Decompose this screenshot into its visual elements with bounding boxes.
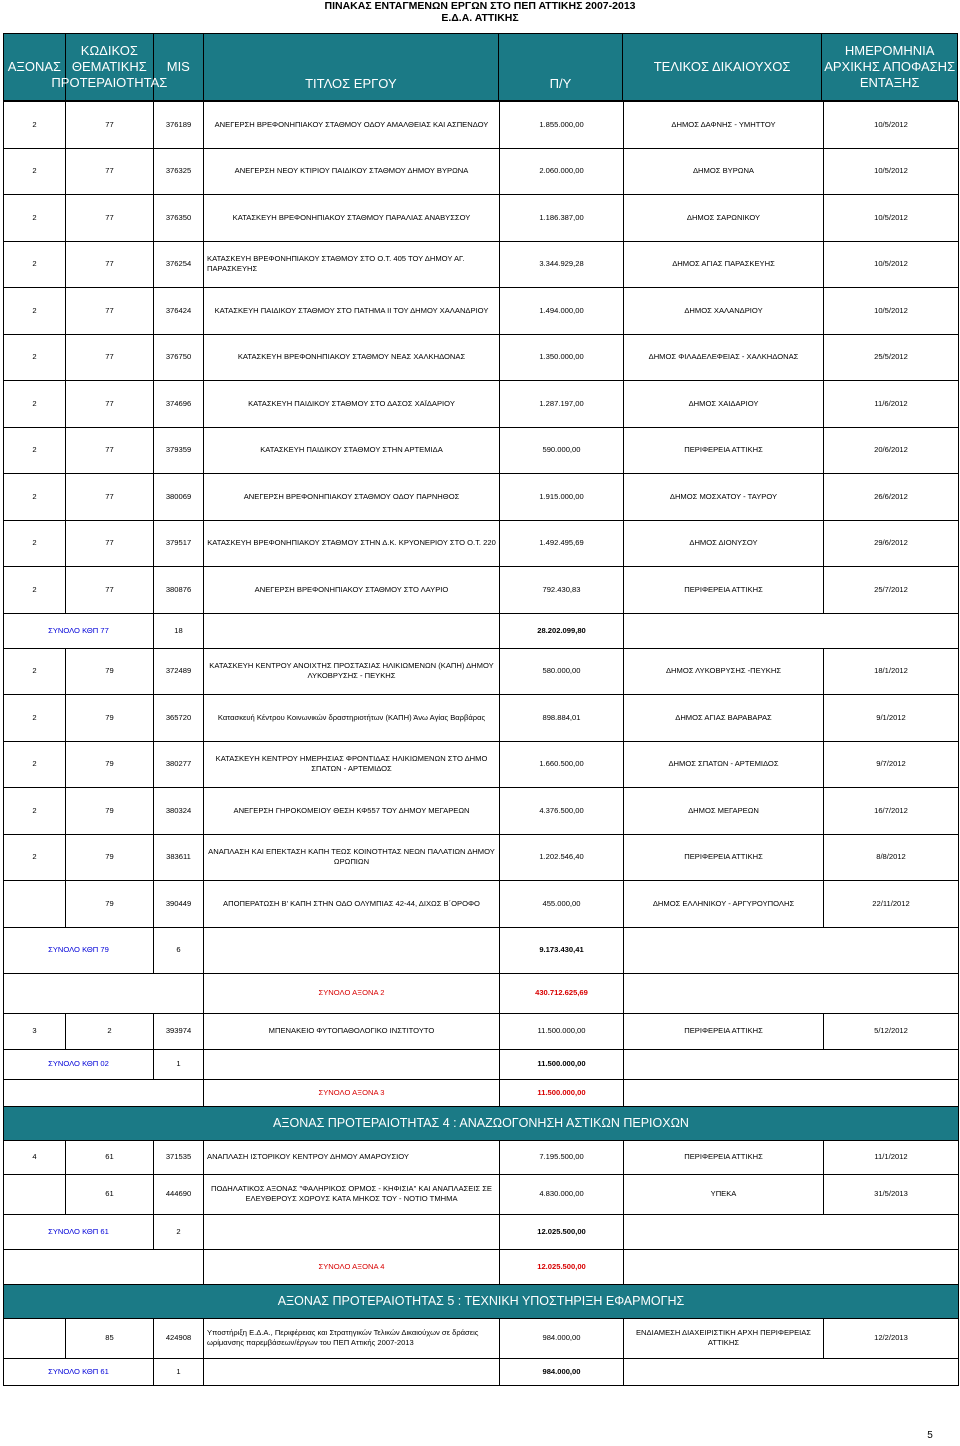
subtotal-count: 1 bbox=[154, 1049, 204, 1079]
table-row bbox=[4, 1013, 959, 1049]
cell-title: ΚΑΤΑΣΚΕΥΗ ΒΡΕΦΟΝΗΠΙΑΚΟΥ ΣΤΑΘΜΟΥ ΣΤΟ Ο.Τ. 405 ΤΟΥ ΔΗΜΟΥ ΑΓ. ΠΑΡΑΣΚΕΥΗΣ bbox=[204, 241, 500, 288]
kthp-subtotal-row bbox=[4, 927, 959, 973]
cell-title: ΑΝΕΓΕΡΣΗ ΒΡΕΦΟΝΗΠΙΑΚΟΥ ΣΤΑΘΜΟΥ ΟΔΟΥ ΑΜΑΛΘΕΙΑΣ ΚΑΙ ΑΣΠΕΝΔΟΥ bbox=[204, 102, 500, 149]
table-row bbox=[4, 695, 959, 742]
subtotal-amount: 28.202.099,80 bbox=[500, 613, 624, 648]
subtotal-label: ΣΥΝΟΛΟ ΚΘΠ 79 bbox=[4, 927, 154, 973]
table-row bbox=[4, 148, 959, 195]
cell-code: 77 bbox=[66, 520, 154, 567]
cell-title: ΑΝΕΓΕΡΣΗ ΓΗΡΟΚΟΜΕΙΟΥ ΘΕΣΗ ΚΦ557 ΤΟΥ ΔΗΜΟΥ ΜΕΓΑΡΕΩΝ bbox=[204, 788, 500, 835]
cell-axis: 2 bbox=[4, 427, 66, 474]
cell-mis: 390449 bbox=[154, 881, 204, 928]
table-row bbox=[4, 1174, 959, 1214]
total-spacer bbox=[4, 973, 204, 1013]
cell-axis: 2 bbox=[4, 788, 66, 835]
kthp-subtotal-row bbox=[4, 1358, 959, 1385]
cell-beneficiary: ΔΗΜΟΣ ΣΠΑΤΩΝ - ΑΡΤΕΜΙΔΟΣ bbox=[624, 741, 824, 788]
cell-date: 29/6/2012 bbox=[824, 520, 959, 567]
cell-beneficiary: ΔΗΜΟΣ ΑΓΙΑΣ ΠΑΡΑΣΚΕΥΗΣ bbox=[624, 241, 824, 288]
cell-date: 11/6/2012 bbox=[824, 381, 959, 428]
cell-code: 77 bbox=[66, 567, 154, 614]
header-beneficiary: ΤΕΛΙΚΟΣ ΔΙΚΑΙΟΥΧΟΣ bbox=[623, 34, 823, 100]
cell-code: 77 bbox=[66, 474, 154, 521]
cell-axis bbox=[4, 1318, 66, 1358]
cell-beneficiary: ΠΕΡΙΦΕΡΕΙΑ ΑΤΤΙΚΗΣ bbox=[624, 1140, 824, 1174]
cell-beneficiary: ΠΕΡΙΦΕΡΕΙΑ ΑΤΤΙΚΗΣ bbox=[624, 834, 824, 881]
cell-budget: 792.430,83 bbox=[500, 567, 624, 614]
cell-beneficiary: ΕΝΔΙΑΜΕΣΗ ΔΙΑΧΕΙΡΙΣΤΙΚΗ ΑΡΧΗ ΠΕΡΙΦΕΡΕΙΑΣ ΑΤΤΙΚΗΣ bbox=[624, 1318, 824, 1358]
table-row bbox=[4, 1318, 959, 1358]
cell-budget: 1.202.546,40 bbox=[500, 834, 624, 881]
cell-beneficiary: ΔΗΜΟΣ ΧΑΛΑΝΔΡΙΟΥ bbox=[624, 288, 824, 335]
cell-title: ΚΑΤΑΣΚΕΥΗ ΠΑΙΔΙΚΟΥ ΣΤΑΘΜΟΥ ΣΤΗΝ ΑΡΤΕΜΙΔΑ bbox=[204, 427, 500, 474]
subtotal-amount: 9.173.430,41 bbox=[500, 927, 624, 973]
cell-axis: 2 bbox=[4, 741, 66, 788]
cell-axis: 2 bbox=[4, 288, 66, 335]
cell-mis: 424908 bbox=[154, 1318, 204, 1358]
cell-date: 11/1/2012 bbox=[824, 1140, 959, 1174]
subtotal-label: ΣΥΝΟΛΟ ΚΘΠ 77 bbox=[4, 613, 154, 648]
cell-mis: 380876 bbox=[154, 567, 204, 614]
kthp-subtotal-row bbox=[4, 613, 959, 648]
cell-mis: 376189 bbox=[154, 102, 204, 149]
subtotal-spacer bbox=[204, 1214, 500, 1249]
subtotal-spacer bbox=[204, 613, 500, 648]
header-budget: Π/Υ bbox=[499, 34, 623, 100]
cell-title: ΚΑΤΑΣΚΕΥΗ ΚΕΝΤΡΟΥ ΗΜΕΡΗΣΙΑΣ ΦΡΟΝΤΙΔΑΣ ΗΛΙΚΙΩΜΕΝΩΝ ΣΤΟ ΔΗΜΟ ΣΠΑΤΩΝ - ΑΡΤΕΜΙΔΟΣ bbox=[204, 741, 500, 788]
projects-table bbox=[3, 101, 959, 1386]
table-row bbox=[4, 474, 959, 521]
subtotal-amount: 12.025.500,00 bbox=[500, 1214, 624, 1249]
cell-axis: 2 bbox=[4, 195, 66, 242]
axis-total-row bbox=[4, 1079, 959, 1106]
cell-axis: 4 bbox=[4, 1140, 66, 1174]
axis-total-amount: 430.712.625,69 bbox=[500, 973, 624, 1013]
cell-code: 61 bbox=[66, 1174, 154, 1214]
cell-code: 77 bbox=[66, 241, 154, 288]
cell-date: 10/5/2012 bbox=[824, 288, 959, 335]
total-spacer bbox=[4, 1249, 204, 1284]
header-title: ΤΙΤΛΟΣ ΕΡΓΟΥ bbox=[204, 34, 499, 100]
cell-code: 77 bbox=[66, 288, 154, 335]
cell-title: Κατασκευή Κέντρου Κοινωνικών δραστηριοτήτων (ΚΑΠΗ) Άνω Αγίας Βαρβάρας bbox=[204, 695, 500, 742]
cell-beneficiary: ΠΕΡΙΦΕΡΕΙΑ ΑΤΤΙΚΗΣ bbox=[624, 1013, 824, 1049]
subtotal-spacer bbox=[204, 1358, 500, 1385]
cell-axis: 2 bbox=[4, 520, 66, 567]
subtotal-spacer bbox=[624, 927, 959, 973]
table-row bbox=[4, 241, 959, 288]
header-code: ΚΩΔΙΚΟΣ ΘΕΜΑΤΙΚΗΣ ΠΡΟΤΕΡΑΙΟΤΗΤΑΣ bbox=[66, 34, 154, 100]
cell-axis: 2 bbox=[4, 474, 66, 521]
cell-budget: 7.195.500,00 bbox=[500, 1140, 624, 1174]
table-row bbox=[4, 881, 959, 928]
table-row bbox=[4, 102, 959, 149]
cell-title: ΚΑΤΑΣΚΕΥΗ ΚΕΝΤΡΟΥ ΑΝΟΙΧΤΗΣ ΠΡΟΣΤΑΣΙΑΣ ΗΛΙΚΙΩΜΕΝΩΝ (ΚΑΠΗ) ΔΗΜΟΥ ΛΥΚΟΒΡΥΣΗΣ - ΠΕΥΚΗΣ bbox=[204, 648, 500, 695]
cell-code: 77 bbox=[66, 334, 154, 381]
cell-axis: 2 bbox=[4, 567, 66, 614]
axis-section-title: ΑΞΟΝΑΣ ΠΡΟΤΕΡΑΙΟΤΗΤΑΣ 5 : ΤΕΧΝΙΚΗ ΥΠΟΣΤΗΡΙΞΗ ΕΦΑΡΜΟΓΗΣ bbox=[4, 1284, 959, 1318]
subtotal-label: ΣΥΝΟΛΟ ΚΘΠ 61 bbox=[4, 1214, 154, 1249]
cell-mis: 376254 bbox=[154, 241, 204, 288]
cell-budget: 984.000,00 bbox=[500, 1318, 624, 1358]
cell-date: 25/5/2012 bbox=[824, 334, 959, 381]
cell-budget: 1.494.000,00 bbox=[500, 288, 624, 335]
cell-date: 5/12/2012 bbox=[824, 1013, 959, 1049]
subtotal-label: ΣΥΝΟΛΟ ΚΘΠ 02 bbox=[4, 1049, 154, 1079]
total-spacer bbox=[624, 1249, 959, 1284]
axis-total-amount: 12.025.500,00 bbox=[500, 1249, 624, 1284]
axis-total-label: ΣΥΝΟΛΟ ΑΞΟΝΑ 4 bbox=[204, 1249, 500, 1284]
cell-axis bbox=[4, 881, 66, 928]
cell-date: 22/11/2012 bbox=[824, 881, 959, 928]
cell-title: Υποστήριξη Ε.Δ.Α., Περιφέρειας και Στρατηγικών Τελικών Δικαιούχων σε δράσεις ωρίμανσης παρεμβάσεων/έργων του ΠΕΠ Αττικής 2007-2013 bbox=[204, 1318, 500, 1358]
total-spacer bbox=[4, 1079, 204, 1106]
cell-budget: 898.884,01 bbox=[500, 695, 624, 742]
cell-mis: 380069 bbox=[154, 474, 204, 521]
cell-code: 2 bbox=[66, 1013, 154, 1049]
cell-code: 77 bbox=[66, 102, 154, 149]
cell-beneficiary: ΔΗΜΟΣ ΑΓΙΑΣ ΒΑΡΑΒΑΡΑΣ bbox=[624, 695, 824, 742]
cell-title: ΑΠΟΠΕΡΑΤΩΣΗ Β' ΚΑΠΗ ΣΤΗΝ ΟΔΟ ΟΛΥΜΠΙΑΣ 42-44, ΔΙΧΩΣ Β΄ΟΡΟΦΟ bbox=[204, 881, 500, 928]
cell-budget: 2.060.000,00 bbox=[500, 148, 624, 195]
axis-total-row bbox=[4, 973, 959, 1013]
cell-mis: 376750 bbox=[154, 334, 204, 381]
title-line-1: ΠΙΝΑΚΑΣ ΕΝΤΑΓΜΕΝΩΝ ΕΡΓΩΝ ΣΤΟ ΠΕΠ ΑΤΤΙΚΗΣ 2007-2013 bbox=[324, 0, 636, 12]
cell-beneficiary: ΔΗΜΟΣ ΕΛΛΗΝΙΚΟΥ - ΑΡΓΥΡΟΥΠΟΛΗΣ bbox=[624, 881, 824, 928]
cell-beneficiary: ΔΗΜΟΣ ΔΙΟΝΥΣΟΥ bbox=[624, 520, 824, 567]
cell-beneficiary: ΠΕΡΙΦΕΡΕΙΑ ΑΤΤΙΚΗΣ bbox=[624, 427, 824, 474]
kthp-subtotal-row bbox=[4, 1214, 959, 1249]
cell-title: ΜΠΕΝΑΚΕΙΟ ΦΥΤΟΠΑΘΟΛΟΓΙΚΟ ΙΝΣΤΙΤΟΥΤΟ bbox=[204, 1013, 500, 1049]
cell-date: 10/5/2012 bbox=[824, 195, 959, 242]
cell-budget: 3.344.929,28 bbox=[500, 241, 624, 288]
table-row bbox=[4, 741, 959, 788]
cell-title: ΚΑΤΑΣΚΕΥΗ ΠΑΙΔΙΚΟΥ ΣΤΑΘΜΟΥ ΣΤΟ ΠΑΤΗΜΑ ΙΙ ΤΟΥ ΔΗΜΟΥ ΧΑΛΑΝΔΡΙΟΥ bbox=[204, 288, 500, 335]
cell-mis: 393974 bbox=[154, 1013, 204, 1049]
cell-mis: 379359 bbox=[154, 427, 204, 474]
cell-code: 77 bbox=[66, 195, 154, 242]
cell-mis: 372489 bbox=[154, 648, 204, 695]
cell-beneficiary: ΔΗΜΟΣ ΜΕΓΑΡΕΩΝ bbox=[624, 788, 824, 835]
table-row bbox=[4, 648, 959, 695]
cell-title: ΑΝΕΓΕΡΣΗ ΝΕΟΥ ΚΤΙΡΙΟΥ ΠΑΙΔΙΚΟΥ ΣΤΑΘΜΟΥ ΔΗΜΟΥ ΒΥΡΩΝΑ bbox=[204, 148, 500, 195]
cell-budget: 1.660.500,00 bbox=[500, 741, 624, 788]
cell-budget: 455.000,00 bbox=[500, 881, 624, 928]
cell-beneficiary: ΔΗΜΟΣ ΜΟΣΧΑΤΟΥ - ΤΑΥΡΟΥ bbox=[624, 474, 824, 521]
cell-budget: 1.492.495,69 bbox=[500, 520, 624, 567]
cell-date: 25/7/2012 bbox=[824, 567, 959, 614]
axis-total-label: ΣΥΝΟΛΟ ΑΞΟΝΑ 2 bbox=[204, 973, 500, 1013]
document-title bbox=[0, 0, 960, 24]
cell-budget: 4.376.500,00 bbox=[500, 788, 624, 835]
axis-total-amount: 11.500.000,00 bbox=[500, 1079, 624, 1106]
header-axis: ΑΞΟΝΑΣ bbox=[4, 34, 66, 100]
cell-axis: 3 bbox=[4, 1013, 66, 1049]
cell-beneficiary: ΔΗΜΟΣ ΒΥΡΩΝΑ bbox=[624, 148, 824, 195]
subtotal-count: 1 bbox=[154, 1358, 204, 1385]
table-row bbox=[4, 288, 959, 335]
cell-axis: 2 bbox=[4, 648, 66, 695]
cell-beneficiary: ΔΗΜΟΣ ΦΙΛΑΔΕΛΕΦΕΙΑΣ - ΧΑΛΚΗΔΟΝΑΣ bbox=[624, 334, 824, 381]
table-row bbox=[4, 195, 959, 242]
cell-code: 79 bbox=[66, 788, 154, 835]
cell-budget: 1.350.000,00 bbox=[500, 334, 624, 381]
cell-mis: 371535 bbox=[154, 1140, 204, 1174]
cell-date: 9/1/2012 bbox=[824, 695, 959, 742]
cell-mis: 380277 bbox=[154, 741, 204, 788]
cell-mis: 444690 bbox=[154, 1174, 204, 1214]
cell-title: ΚΑΤΑΣΚΕΥΗ ΠΑΙΔΙΚΟΥ ΣΤΑΘΜΟΥ ΣΤΟ ΔΑΣΟΣ ΧΑΪΔΑΡΙΟΥ bbox=[204, 381, 500, 428]
cell-axis: 2 bbox=[4, 834, 66, 881]
subtotal-spacer bbox=[624, 1214, 959, 1249]
cell-budget: 590.000,00 bbox=[500, 427, 624, 474]
table-row bbox=[4, 1140, 959, 1174]
cell-beneficiary: ΔΗΜΟΣ ΧΑΙΔΑΡΙΟΥ bbox=[624, 381, 824, 428]
cell-code: 79 bbox=[66, 695, 154, 742]
subtotal-amount: 984.000,00 bbox=[500, 1358, 624, 1385]
subtotal-count: 2 bbox=[154, 1214, 204, 1249]
cell-budget: 1.855.000,00 bbox=[500, 102, 624, 149]
cell-date: 16/7/2012 bbox=[824, 788, 959, 835]
cell-date: 10/5/2012 bbox=[824, 241, 959, 288]
cell-code: 79 bbox=[66, 648, 154, 695]
subtotal-spacer bbox=[204, 1049, 500, 1079]
axis-total-label: ΣΥΝΟΛΟ ΑΞΟΝΑ 3 bbox=[204, 1079, 500, 1106]
header-mis: MIS bbox=[154, 34, 204, 100]
header-date: ΗΜΕΡΟΜΗΝΙΑ ΑΡΧΙΚΗΣ ΑΠΟΦΑΣΗΣ ΕΝΤΑΞΗΣ bbox=[824, 43, 956, 90]
cell-budget: 11.500.000,00 bbox=[500, 1013, 624, 1049]
page-number: 5 bbox=[927, 1430, 933, 1441]
cell-mis: 376325 bbox=[154, 148, 204, 195]
cell-date: 18/1/2012 bbox=[824, 648, 959, 695]
cell-code: 85 bbox=[66, 1318, 154, 1358]
cell-budget: 4.830.000,00 bbox=[500, 1174, 624, 1214]
kthp-subtotal-row bbox=[4, 1049, 959, 1079]
cell-date: 12/2/2013 bbox=[824, 1318, 959, 1358]
cell-mis: 383611 bbox=[154, 834, 204, 881]
cell-budget: 580.000,00 bbox=[500, 648, 624, 695]
cell-beneficiary: ΠΕΡΙΦΕΡΕΙΑ ΑΤΤΙΚΗΣ bbox=[624, 567, 824, 614]
cell-mis: 365720 bbox=[154, 695, 204, 742]
axis-total-row bbox=[4, 1249, 959, 1284]
cell-mis: 376424 bbox=[154, 288, 204, 335]
cell-title: ΑΝΑΠΛΑΣΗ ΙΣΤΟΡΙΚΟΥ ΚΕΝΤΡΟΥ ΔΗΜΟΥ ΑΜΑΡΟΥΣΙΟΥ bbox=[204, 1140, 500, 1174]
cell-axis: 2 bbox=[4, 148, 66, 195]
table-row bbox=[4, 520, 959, 567]
subtotal-count: 18 bbox=[154, 613, 204, 648]
cell-axis: 2 bbox=[4, 381, 66, 428]
cell-code: 77 bbox=[66, 148, 154, 195]
cell-title: ΑΝΕΓΕΡΣΗ ΒΡΕΦΟΝΗΠΙΑΚΟΥ ΣΤΑΘΜΟΥ ΟΔΟΥ ΠΑΡΝΗΘΟΣ bbox=[204, 474, 500, 521]
table-row bbox=[4, 381, 959, 428]
table-row bbox=[4, 334, 959, 381]
cell-title: ΚΑΤΑΣΚΕΥΗ ΒΡΕΦΟΝΗΠΙΑΚΟΥ ΣΤΑΘΜΟΥ ΝΕΑΣ ΧΑΛΚΗΔΟΝΑΣ bbox=[204, 334, 500, 381]
cell-budget: 1.186.387,00 bbox=[500, 195, 624, 242]
cell-budget: 1.287.197,00 bbox=[500, 381, 624, 428]
cell-title: ΚΑΤΑΣΚΕΥΗ ΒΡΕΦΟΝΗΠΙΑΚΟΥ ΣΤΑΘΜΟΥ ΣΤΗΝ Δ.Κ. ΚΡΥΟΝΕΡΙΟΥ ΣΤΟ Ο.Τ. 220 bbox=[204, 520, 500, 567]
total-spacer bbox=[624, 1079, 959, 1106]
cell-date: 20/6/2012 bbox=[824, 427, 959, 474]
table-row bbox=[4, 788, 959, 835]
cell-title: ΑΝΑΠΛΑΣΗ ΚΑΙ ΕΠΕΚΤΑΣΗ ΚΑΠΗ ΤΕΩΣ ΚΟΙΝΟΤΗΤΑΣ ΝΕΩΝ ΠΑΛΑΤΙΩΝ ΔΗΜΟΥ ΩΡΩΠΙΩΝ bbox=[204, 834, 500, 881]
cell-beneficiary: ΔΗΜΟΣ ΛΥΚΟΒΡΥΣΗΣ -ΠΕΥΚΗΣ bbox=[624, 648, 824, 695]
table-row bbox=[4, 567, 959, 614]
subtotal-amount: 11.500.000,00 bbox=[500, 1049, 624, 1079]
axis-section-title: ΑΞΟΝΑΣ ΠΡΟΤΕΡΑΙΟΤΗΤΑΣ 4 : ΑΝΑΖΩΟΓΟΝΗΣΗ ΑΣΤΙΚΩΝ ΠΕΡΙΟΧΩΝ bbox=[4, 1106, 959, 1140]
cell-mis: 380324 bbox=[154, 788, 204, 835]
subtotal-spacer bbox=[204, 927, 500, 973]
cell-code: 79 bbox=[66, 741, 154, 788]
cell-title: ΑΝΕΓΕΡΣΗ ΒΡΕΦΟΝΗΠΙΑΚΟΥ ΣΤΑΘΜΟΥ ΣΤΟ ΛΑΥΡΙΟ bbox=[204, 567, 500, 614]
cell-code: 61 bbox=[66, 1140, 154, 1174]
subtotal-spacer bbox=[624, 1358, 959, 1385]
subtotal-label: ΣΥΝΟΛΟ ΚΘΠ 61 bbox=[4, 1358, 154, 1385]
table-header bbox=[3, 33, 958, 101]
subtotal-spacer bbox=[624, 1049, 959, 1079]
cell-code: 79 bbox=[66, 834, 154, 881]
cell-code: 77 bbox=[66, 381, 154, 428]
cell-axis: 2 bbox=[4, 695, 66, 742]
cell-mis: 376350 bbox=[154, 195, 204, 242]
cell-title: ΠΟΔΗΛΑΤΙΚΟΣ ΑΞΟΝΑΣ "ΦΑΛΗΡΙΚΟΣ ΟΡΜΟΣ - ΚΗΦΙΣΙΑ" ΚΑΙ ΑΝΑΠΛΑΣΕΙΣ ΣΕ ΕΛΕΥΘΕΡΟΥΣ ΧΩΡΟΥΣ ΚΑΤΑ ΜΗΚΟΣ ΤΟΥ - ΝΟΤΙΟ ΤΜΗΜΑ bbox=[204, 1174, 500, 1214]
cell-date: 9/7/2012 bbox=[824, 741, 959, 788]
subtotal-spacer bbox=[624, 613, 959, 648]
cell-axis: 2 bbox=[4, 102, 66, 149]
table-row bbox=[4, 427, 959, 474]
cell-axis bbox=[4, 1174, 66, 1214]
cell-beneficiary: ΥΠΕΚΑ bbox=[624, 1174, 824, 1214]
cell-date: 10/5/2012 bbox=[824, 102, 959, 149]
cell-mis: 374696 bbox=[154, 381, 204, 428]
axis-section-header bbox=[4, 1106, 959, 1140]
cell-date: 8/8/2012 bbox=[824, 834, 959, 881]
cell-code: 79 bbox=[66, 881, 154, 928]
axis-section-header bbox=[4, 1284, 959, 1318]
cell-beneficiary: ΔΗΜΟΣ ΔΑΦΝΗΣ - ΥΜΗΤΤΟΥ bbox=[624, 102, 824, 149]
subtotal-count: 6 bbox=[154, 927, 204, 973]
cell-axis: 2 bbox=[4, 241, 66, 288]
cell-date: 10/5/2012 bbox=[824, 148, 959, 195]
cell-title: ΚΑΤΑΣΚΕΥΗ ΒΡΕΦΟΝΗΠΙΑΚΟΥ ΣΤΑΘΜΟΥ ΠΑΡΑΛΙΑΣ ΑΝΑΒΥΣΣΟΥ bbox=[204, 195, 500, 242]
cell-date: 26/6/2012 bbox=[824, 474, 959, 521]
title-line-2: Ε.Δ.Α. ΑΤΤΙΚΗΣ bbox=[441, 12, 519, 24]
cell-axis: 2 bbox=[4, 334, 66, 381]
total-spacer bbox=[624, 973, 959, 1013]
table-row bbox=[4, 834, 959, 881]
cell-date: 31/5/2013 bbox=[824, 1174, 959, 1214]
cell-beneficiary: ΔΗΜΟΣ ΣΑΡΩΝΙΚΟΥ bbox=[624, 195, 824, 242]
cell-budget: 1.915.000,00 bbox=[500, 474, 624, 521]
cell-code: 77 bbox=[66, 427, 154, 474]
cell-mis: 379517 bbox=[154, 520, 204, 567]
